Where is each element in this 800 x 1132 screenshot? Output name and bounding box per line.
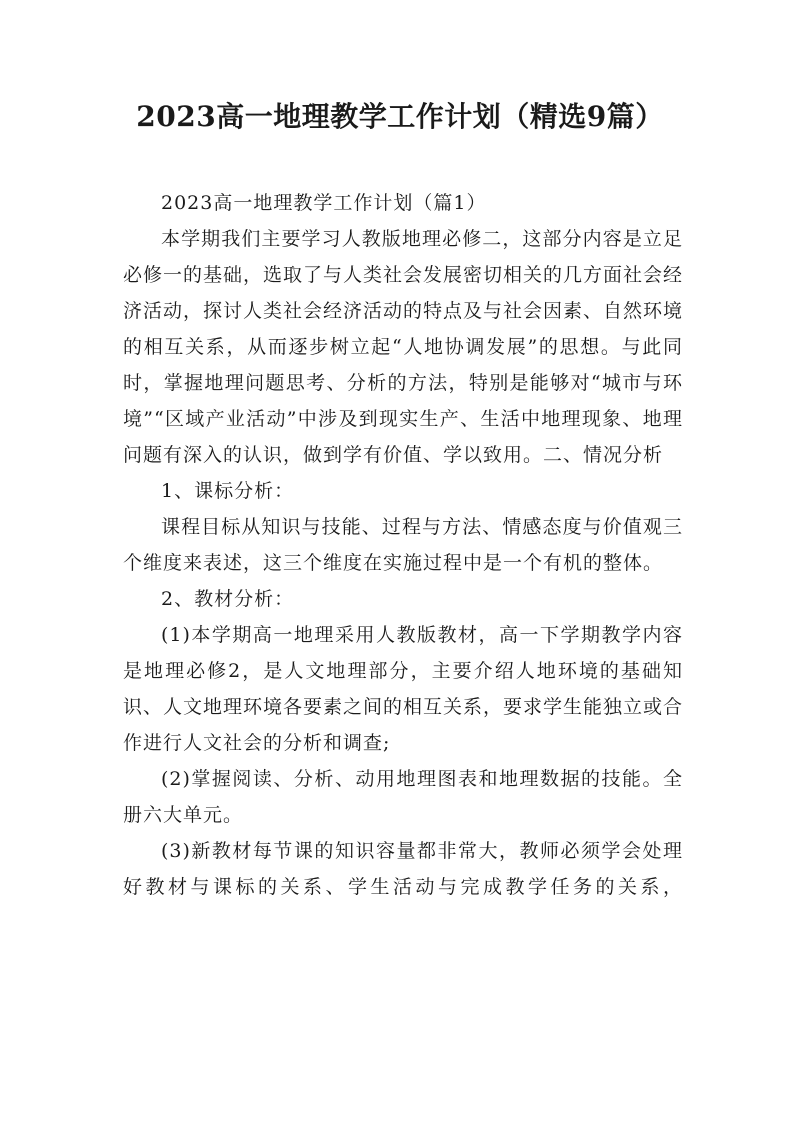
section-title: 2023高一地理教学工作计划（篇1） [161, 192, 487, 214]
paragraph-textbook-2: (2)掌握阅读、分析、动用地理图表和地理数据的技能。全册六大单元。 [123, 768, 683, 826]
paragraph-textbook-3: (3)新教材每节课的知识容量都非常大，教师必须学会处理好教材与课标的关系、学生活动与完成教学任务的关系， [123, 840, 683, 898]
paragraph-curriculum-goals: 课程目标从知识与技能、过程与方法、情感态度与价值观三个维度来表述，这三个维度在实施过程中是一个有机的整体。 [123, 516, 683, 574]
paragraph-textbook-1: (1)本学期高一地理采用人教版教材，高一下学期教学内容是地理必修2，是人文地理部分，主要介绍人地环境的基础知识、人文地理环境各要素之间的相互关系，要求学生能独立或合作进行人文社会的分析和调查; [123, 624, 684, 754]
heading-textbook-analysis: 2、教材分析： [161, 588, 295, 610]
document-title: 2023高一地理教学工作计划（精选9篇） [136, 100, 664, 133]
paragraph-intro: 本学期我们主要学习人教版地理必修二，这部分内容是立足必修一的基础，选取了与人类社会发展密切相关的几方面社会经济活动，探讨人类社会经济活动的特点及与社会因素、自然环境的相互关系，从而逐步树立起“人地协调发展”的思想。与此同时，掌握地理问题思考、分析的方法，特别是能够对“城市与环境”“区域产业活动”中涉及到现实生产、生活中地理现象、地理问题有深入的认识，做到学有价值、学以致用。二、情况分析 [123, 228, 684, 466]
document-body [123, 185, 683, 905]
heading-curriculum-analysis: 1、课标分析： [161, 480, 295, 502]
